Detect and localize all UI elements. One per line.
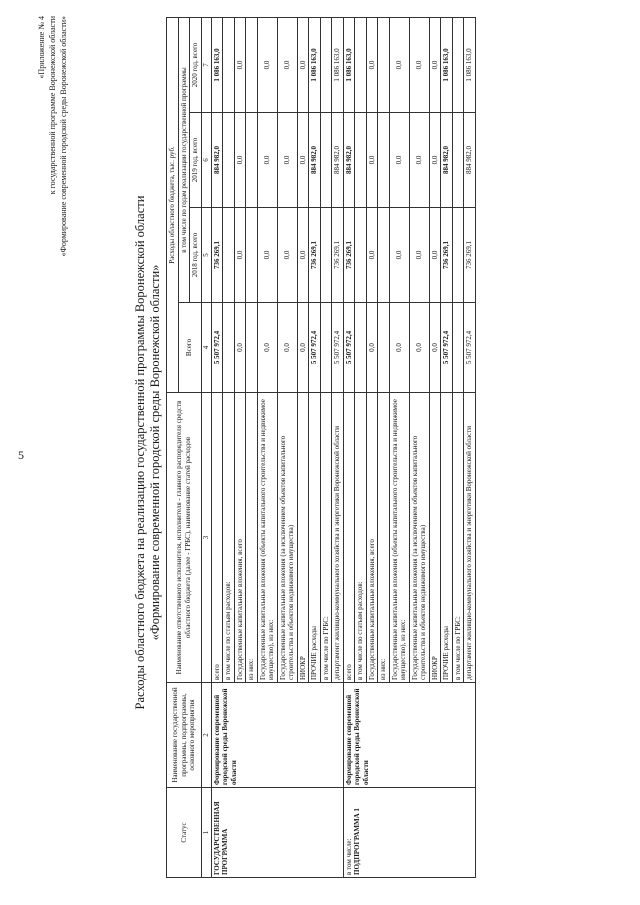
- appendix-line: «Формирование современной городской среды Воронежской области»: [59, 16, 68, 257]
- expenses-table: [166, 17, 476, 878]
- amount-cell: 0,0: [366, 17, 378, 112]
- header-status: Статус: [167, 788, 202, 878]
- amount-cell: 736 269,1: [441, 208, 453, 303]
- expense-label-cell: ПРОЧИЕ расходы: [441, 393, 453, 683]
- amount-cell: 0,0: [234, 303, 246, 393]
- amount-cell: 1 086 163,0: [211, 17, 223, 112]
- amount-cell: [320, 208, 332, 303]
- amount-cell: 0,0: [277, 113, 297, 208]
- document-subtitle: «Формирование современной городской среды Воронежской области»: [148, 264, 162, 641]
- amount-cell: 5 507 972,4: [309, 303, 321, 393]
- column-index-row: [201, 17, 211, 877]
- amount-cell: [223, 17, 235, 112]
- amount-cell: 0,0: [409, 208, 429, 303]
- column-index: 2: [201, 683, 211, 788]
- table-row: [211, 17, 223, 877]
- expense-label-cell: из них:: [246, 393, 258, 683]
- amount-cell: 0,0: [257, 208, 277, 303]
- program-name-cell: Формирование современной городской среды Воронежской области: [211, 683, 343, 788]
- amount-cell: 884 982,0: [309, 113, 321, 208]
- amount-cell: 0,0: [297, 303, 309, 393]
- amount-cell: 1 086 163,0: [441, 17, 453, 112]
- amount-cell: [378, 113, 390, 208]
- amount-cell: 0,0: [389, 113, 409, 208]
- amount-cell: 0,0: [429, 113, 441, 208]
- expense-label-cell: всего: [211, 393, 223, 683]
- expense-label-cell: Государственные капитальные вложения (за исключением объектов капитального строительства и объектов недвижимого имущества): [409, 393, 429, 683]
- amount-cell: 1 086 163,0: [309, 17, 321, 112]
- column-index: 1: [201, 788, 211, 878]
- amount-cell: 884 982,0: [441, 113, 453, 208]
- header-2020: 2020 год, всего: [190, 17, 202, 112]
- amount-cell: 0,0: [234, 208, 246, 303]
- appendix-line: «Приложение № 4: [37, 16, 46, 79]
- expense-label-cell: ПРОЧИЕ расходы: [309, 393, 321, 683]
- amount-cell: 1 086 163,0: [332, 17, 344, 112]
- expense-label-cell: Государственные капитальные вложения (объекты капитального строительства и недвижимое имущество), из них:: [257, 393, 277, 683]
- header-expenses: Расходы областного бюджета, тыс. руб.: [167, 17, 179, 392]
- amount-cell: 0,0: [234, 17, 246, 112]
- column-index: 4: [201, 303, 211, 393]
- column-index: 7: [201, 17, 211, 112]
- status-prefix: в том числе:: [344, 838, 353, 875]
- amount-cell: [246, 17, 258, 112]
- amount-cell: 5 507 972,4: [343, 303, 355, 393]
- amount-cell: 884 982,0: [343, 113, 355, 208]
- amount-cell: [223, 208, 235, 303]
- amount-cell: [355, 17, 367, 112]
- amount-cell: 0,0: [366, 208, 378, 303]
- program-name-cell: Формирование современной городской среды Воронежской области: [343, 683, 475, 788]
- amount-cell: 736 269,1: [343, 208, 355, 303]
- expense-label-cell: в том числе по статьям расходов:: [223, 393, 235, 683]
- expense-label-cell: из них:: [378, 393, 390, 683]
- amount-cell: 736 269,1: [332, 208, 344, 303]
- amount-cell: 0,0: [257, 113, 277, 208]
- amount-cell: [452, 113, 464, 208]
- page-number: 5: [18, 448, 24, 462]
- expense-label-cell: всего: [343, 393, 355, 683]
- header-2018: 2018 год, всего: [190, 208, 202, 303]
- amount-cell: 0,0: [366, 303, 378, 393]
- amount-cell: [320, 303, 332, 393]
- amount-cell: [320, 113, 332, 208]
- expense-label-cell: в том числе по ГРБС:: [452, 393, 464, 683]
- expense-label-cell: Государственные капитальные вложения, всего: [234, 393, 246, 683]
- amount-cell: 0,0: [257, 17, 277, 112]
- status-cell: [211, 788, 343, 878]
- header-name: Наименование государственной программы, подпрограммы, основного мероприятия: [167, 683, 202, 788]
- column-index: 5: [201, 208, 211, 303]
- amount-cell: 0,0: [277, 303, 297, 393]
- amount-cell: [223, 113, 235, 208]
- column-index: 3: [201, 393, 211, 683]
- amount-cell: [355, 303, 367, 393]
- header-executor: Наименование ответственного исполнителя, исполнителя - главного распорядителя средств областного бюджета (далее - ГРБС), наименование статей расходов: [167, 393, 202, 683]
- header-2019: 2019 год, всего: [190, 113, 202, 208]
- amount-cell: 5 507 972,4: [441, 303, 453, 393]
- amount-cell: 0,0: [234, 113, 246, 208]
- amount-cell: 736 269,1: [211, 208, 223, 303]
- amount-cell: [246, 113, 258, 208]
- amount-cell: 0,0: [409, 113, 429, 208]
- expense-label-cell: НИОКР: [429, 393, 441, 683]
- expense-label-cell: в том числе по ГРБС:: [320, 393, 332, 683]
- amount-cell: 884 982,0: [464, 113, 476, 208]
- amount-cell: 0,0: [297, 113, 309, 208]
- amount-cell: [355, 113, 367, 208]
- amount-cell: 884 982,0: [332, 113, 344, 208]
- expense-label-cell: департамент жилищно-коммунального хозяйства и энергетики Воронежской области: [332, 393, 344, 683]
- amount-cell: 0,0: [429, 208, 441, 303]
- amount-cell: 5 507 972,4: [332, 303, 344, 393]
- amount-cell: [452, 208, 464, 303]
- status-label: ПОДПРОГРАММА 1: [353, 808, 361, 875]
- status-label: ГОСУДАРСТВЕННАЯ ПРОГРАММА: [212, 801, 229, 875]
- amount-cell: [452, 303, 464, 393]
- amount-cell: 0,0: [277, 208, 297, 303]
- amount-cell: 5 507 972,4: [464, 303, 476, 393]
- amount-cell: 5 507 972,4: [211, 303, 223, 393]
- amount-cell: 0,0: [409, 303, 429, 393]
- document-title: Расходы областного бюджета на реализацию государственной программы Воронежской области: [133, 195, 147, 710]
- header-total: Всего: [178, 303, 201, 393]
- amount-cell: 0,0: [389, 208, 409, 303]
- amount-cell: 0,0: [389, 17, 409, 112]
- amount-cell: 0,0: [389, 303, 409, 393]
- amount-cell: 0,0: [409, 17, 429, 112]
- expense-label-cell: НИОКР: [297, 393, 309, 683]
- appendix-line: к государственной программе Воронежской области: [48, 16, 57, 195]
- expense-label-cell: Государственные капитальные вложения (объекты капитального строительства и недвижимое имущество), из них:: [389, 393, 409, 683]
- column-index: 6: [201, 113, 211, 208]
- amount-cell: [452, 17, 464, 112]
- amount-cell: [246, 208, 258, 303]
- header-by-years: в том числе по годам реализации государственной программы: [178, 17, 190, 302]
- amount-cell: 736 269,1: [309, 208, 321, 303]
- amount-cell: 0,0: [297, 17, 309, 112]
- amount-cell: 736 269,1: [464, 208, 476, 303]
- appendix-note: [36, 16, 69, 257]
- table-row: [343, 17, 355, 877]
- amount-cell: 0,0: [429, 17, 441, 112]
- expense-label-cell: Государственные капитальные вложения, всего: [366, 393, 378, 683]
- amount-cell: [378, 208, 390, 303]
- status-cell: [343, 788, 475, 878]
- amount-cell: 0,0: [277, 17, 297, 112]
- expense-label-cell: в том числе по статьям расходов:: [355, 393, 367, 683]
- amount-cell: 1 086 163,0: [464, 17, 476, 112]
- amount-cell: 0,0: [257, 303, 277, 393]
- amount-cell: 1 086 163,0: [343, 17, 355, 112]
- amount-cell: [355, 208, 367, 303]
- amount-cell: [246, 303, 258, 393]
- amount-cell: [378, 303, 390, 393]
- amount-cell: [320, 17, 332, 112]
- amount-cell: [378, 17, 390, 112]
- amount-cell: 0,0: [366, 113, 378, 208]
- amount-cell: 0,0: [429, 303, 441, 393]
- expense-label-cell: департамент жилищно-коммунального хозяйства и энергетики Воронежской области: [464, 393, 476, 683]
- amount-cell: [223, 303, 235, 393]
- expense-label-cell: Государственные капитальные вложения (за исключением объектов капитального строительства и объектов недвижимого имущества): [277, 393, 297, 683]
- amount-cell: 0,0: [297, 208, 309, 303]
- amount-cell: 884 982,0: [211, 113, 223, 208]
